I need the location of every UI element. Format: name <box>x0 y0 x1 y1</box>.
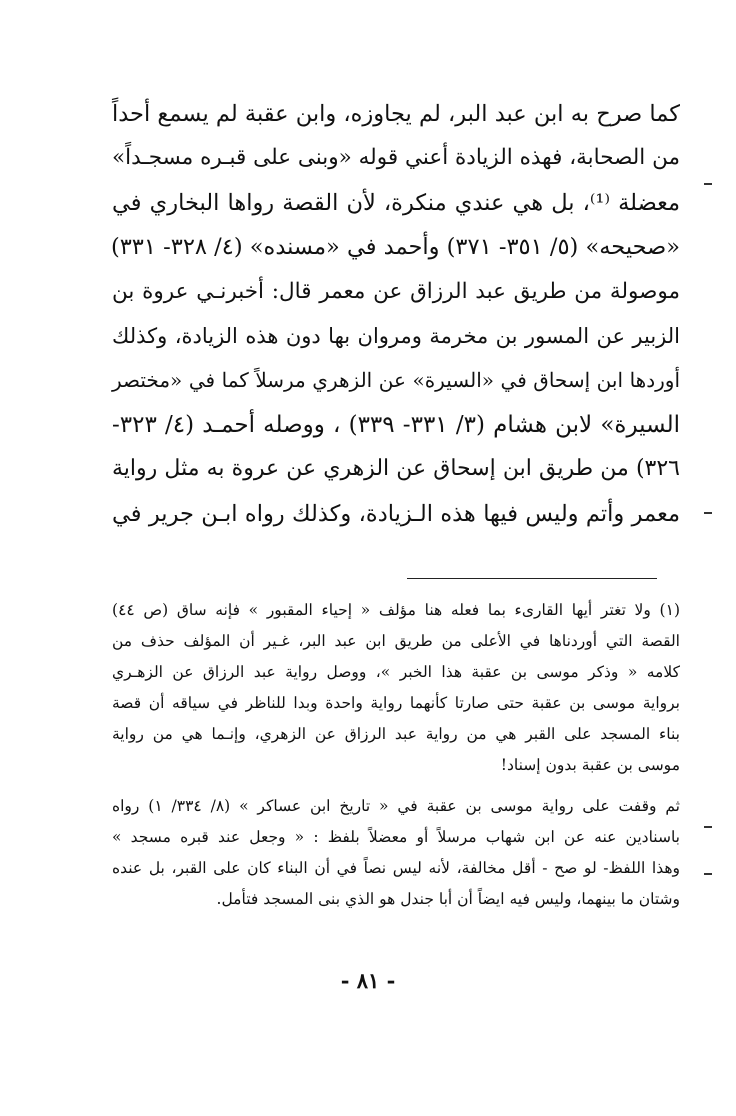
footnote-1-line: (١) ولا تغتر أيها القارىء بما فعله هنا مؤلف « إحياء المقبور » فإنه ساق (ص ٤٤) <box>112 601 680 619</box>
main-text-block <box>112 92 680 536</box>
footnotes-block <box>112 595 680 915</box>
footnote-2-line: وهذا اللفظ- لو صح - أقل مخالفة، لأنه ليس نصاً في أن البناء كان على القبر، بل عنده <box>112 859 680 877</box>
main-text-line: معمر وأتم وليس فيها هذه الـزيادة، وكذلك رواه ابـن جرير في <box>112 500 680 527</box>
main-text-line: أوردها ابن إسحاق في «السيرة» عن الزهري مرسلاً كما في «مختصر <box>112 368 680 393</box>
margin-mark <box>704 826 712 828</box>
footnote-2-line: باسنادين عنه عن ابن شهاب مرسلاً أو معضلاً بلفظ : « وجعل عند قبره مسجد » <box>112 828 680 846</box>
footnote-1-line: القصة التي أوردناها في الأعلى من طريق ابن عبد البر، غـير أن المؤلف حذف من <box>112 632 680 650</box>
footnote-gap <box>112 781 680 791</box>
footnote-2-line: وشتان ما بينهما، وليس فيه ايضاً أن أبا جندل هو الذي بنى المسجد فتأمل. <box>216 890 680 908</box>
main-text-line: السيرة» لابن هشام (٣/ ٣٣١- ٣٣٩) ، ووصله أحمـد (٤/ ٣٢٣- <box>112 411 681 438</box>
main-text-line: ٣٢٦) من طريق ابن إسحاق عن الزهري عن عروة به مثل رواية <box>112 456 680 482</box>
margin-mark <box>704 873 712 875</box>
margin-mark <box>704 512 712 514</box>
main-text-line: من الصحابة، فهذه الزيادة أعني قوله «وبنى على قبـره مسجـداً» <box>112 145 680 171</box>
main-text-line: كما صرح به ابن عبد البر، لم يجاوزه، وابن عقبة لم يسمع أحداً <box>112 101 680 127</box>
footnote-1-line: برواية موسى بن عقبة حتى صارتا كأنهما رواية واحدة وبدا للناظر في سياقه أن قصة <box>112 694 680 712</box>
footnote-2-line: ثم وقفت على رواية موسى بن عقبة في « تاريخ ابن عساكر » (٨/ ٣٣٤/ ١) رواه <box>112 797 680 815</box>
footnote-1-line: كلامه « وذكر موسى بن عقبة هذا الخبر »، ووصل رواية عبد الرزاق عن الزهـري <box>112 663 680 681</box>
footnote-separator <box>407 578 657 579</box>
footnote-1-line: بناء المسجد على القبر هي من رواية عبد الرزاق عن الزهري، وإنـما هي من رواية <box>112 725 680 743</box>
main-text-line: «صحيحه» (٥/ ٣٥١- ٣٧١) وأحمد في «مسنده» (٤/ ٣٢٨- ٣٣١) <box>110 234 680 261</box>
footnote-1-line: موسى بن عقبة بدون إسناد! <box>500 756 680 774</box>
main-text-line: موصولة من طريق عبد الرزاق عن معمر قال: أخبرنـي عروة بن <box>112 278 680 304</box>
margin-mark <box>704 183 712 185</box>
page-number: - ٨١ - <box>340 968 396 993</box>
main-text-line: الزبير عن المسور بن مخرمة ومروان بها دون هذه الزيادة، وكذلك <box>112 323 680 348</box>
main-text-line: معضلة ⁽¹⁾، بل هي عندي منكرة، لأن القصة رواها البخاري في <box>112 189 680 216</box>
